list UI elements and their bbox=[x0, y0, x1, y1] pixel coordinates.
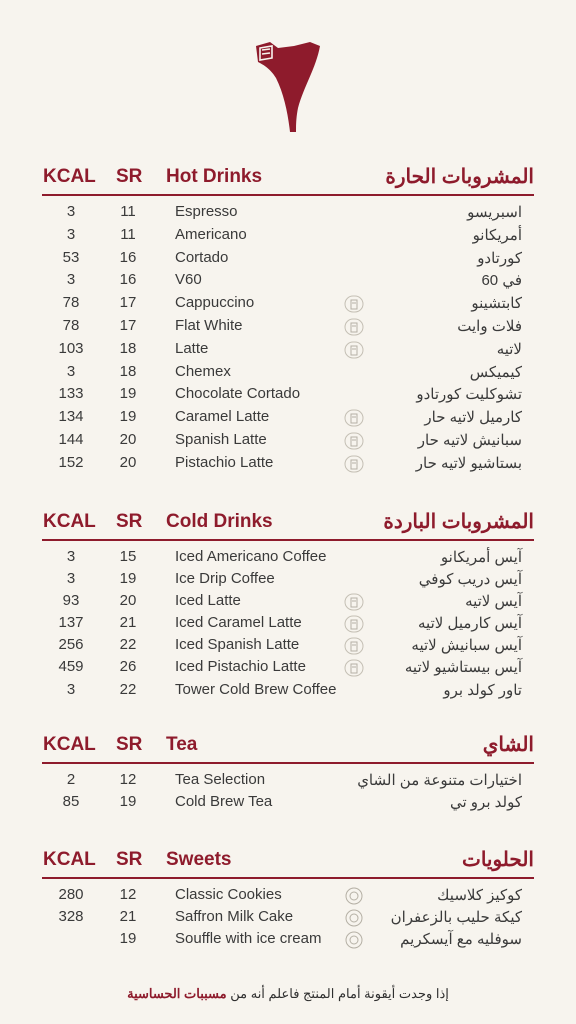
item-kcal: 3 bbox=[66, 362, 76, 380]
item-name-ar: تاور كولد برو bbox=[443, 681, 522, 699]
section-title-en: Tea bbox=[166, 734, 198, 755]
item-name-en: Classic Cookies bbox=[175, 886, 282, 903]
menu-item bbox=[0, 886, 576, 908]
item-name-ar: آيس بيستاشيو لاتيه bbox=[404, 659, 522, 677]
milk-allergen-icon bbox=[344, 659, 364, 677]
allergen-note-text: إذا وجدت أيقونة أمام المنتج فاعلم أنه من bbox=[230, 986, 449, 1001]
item-price: 26 bbox=[119, 658, 137, 676]
menu-item bbox=[0, 614, 576, 636]
section-divider bbox=[42, 539, 534, 541]
item-price: 19 bbox=[119, 408, 137, 426]
item-kcal: 3 bbox=[66, 225, 76, 243]
item-name-en: Tea Selection bbox=[175, 771, 266, 788]
item-name-ar: سوفليه مع آيسكريم bbox=[400, 931, 522, 949]
section-title-ar: الحلويات bbox=[461, 849, 534, 871]
item-name-ar: كيميكس bbox=[469, 363, 522, 381]
item-name-en: Iced Caramel Latte bbox=[175, 614, 302, 632]
item-name-ar: آيس كارميل لاتيه bbox=[418, 615, 522, 633]
item-name-en: Chemex bbox=[175, 362, 231, 380]
item-kcal: 93 bbox=[62, 592, 80, 610]
item-price: 21 bbox=[119, 614, 137, 632]
item-name-en: Iced Pistachio Latte bbox=[175, 658, 306, 676]
item-name-en: Spanish Latte bbox=[175, 430, 267, 448]
item-price: 22 bbox=[119, 680, 137, 698]
menu-item bbox=[0, 226, 576, 249]
menu-item bbox=[0, 408, 576, 431]
price-column-header: SR bbox=[116, 849, 143, 870]
menu-items-list bbox=[0, 771, 576, 815]
milk-allergen-icon bbox=[344, 432, 364, 450]
item-name-en: Saffron Milk Cake bbox=[175, 908, 294, 926]
item-name-ar: لاتيه bbox=[496, 340, 522, 358]
cookie-allergen-icon bbox=[344, 887, 364, 905]
section-title-ar: الشاي bbox=[482, 734, 534, 756]
milk-allergen-icon bbox=[344, 455, 364, 473]
price-column-header: SR bbox=[116, 734, 143, 755]
milk-allergen-icon bbox=[344, 615, 364, 633]
menu-item bbox=[0, 340, 576, 363]
item-price: 17 bbox=[119, 294, 137, 312]
item-price: 19 bbox=[119, 570, 137, 588]
item-name-ar: آيس دريب كوفي bbox=[418, 571, 522, 589]
item-name-en: Cappuccino bbox=[175, 294, 255, 312]
item-price: 20 bbox=[119, 430, 137, 448]
menu-item bbox=[0, 570, 576, 592]
item-name-ar: آيس سبانيش لاتيه bbox=[411, 637, 522, 655]
menu-item bbox=[0, 317, 576, 340]
item-kcal: 2 bbox=[66, 771, 76, 788]
item-price: 12 bbox=[119, 771, 137, 788]
milk-allergen-icon bbox=[344, 593, 364, 611]
item-price: 18 bbox=[119, 362, 137, 380]
item-kcal: 3 bbox=[66, 680, 76, 698]
menu-item bbox=[0, 548, 576, 570]
item-name-ar: تشوكليت كورتادو bbox=[416, 386, 522, 404]
item-kcal: 78 bbox=[62, 316, 80, 334]
kcal-column-header: KCAL bbox=[43, 511, 96, 532]
item-name-en: Cortado bbox=[175, 248, 229, 266]
item-kcal: 133 bbox=[58, 385, 84, 403]
item-name-ar: آيس لاتيه bbox=[465, 593, 522, 611]
item-price: 21 bbox=[119, 908, 137, 926]
menu-item bbox=[0, 271, 576, 294]
milk-allergen-icon bbox=[344, 409, 364, 427]
item-kcal: 3 bbox=[66, 271, 76, 289]
item-kcal: 103 bbox=[58, 339, 84, 357]
item-name-ar: كارميل لاتيه حار bbox=[424, 409, 522, 427]
item-name-en: Latte bbox=[175, 339, 209, 357]
item-name-ar: بستاشيو لاتيه حار bbox=[415, 454, 522, 472]
menu-item bbox=[0, 908, 576, 930]
menu-item bbox=[0, 431, 576, 454]
item-price: 17 bbox=[119, 316, 137, 334]
item-name-en: Flat White bbox=[175, 316, 243, 334]
menu-items-list bbox=[0, 886, 576, 952]
menu-item bbox=[0, 203, 576, 226]
item-name-en: Iced Spanish Latte bbox=[175, 636, 300, 654]
allergen-note-highlight: مسببات الحساسية bbox=[127, 986, 227, 1001]
item-name-en: Caramel Latte bbox=[175, 408, 270, 426]
item-kcal: 53 bbox=[62, 248, 80, 266]
item-name-en: Cold Brew Tea bbox=[175, 793, 273, 811]
menu-item bbox=[0, 793, 576, 815]
item-kcal: 459 bbox=[58, 658, 84, 676]
section-header bbox=[0, 162, 576, 192]
item-name-ar: في 60 bbox=[481, 272, 522, 290]
item-name-ar: اسبريسو bbox=[467, 204, 522, 221]
section-title-ar: المشروبات الحارة bbox=[385, 166, 534, 188]
item-name-ar: كيكة حليب بالزعفران bbox=[390, 909, 522, 927]
section-divider bbox=[42, 762, 534, 764]
item-name-ar: اختيارات متنوعة من الشاي bbox=[357, 772, 522, 789]
section-header bbox=[0, 845, 576, 875]
item-price: 16 bbox=[119, 271, 137, 289]
item-price: 16 bbox=[119, 248, 137, 266]
menu-item bbox=[0, 771, 576, 793]
item-name-en: V60 bbox=[175, 271, 202, 289]
seven-logo-icon bbox=[250, 38, 326, 134]
allergen-note bbox=[0, 986, 576, 1002]
section-title-en: Sweets bbox=[166, 849, 232, 870]
section-divider bbox=[42, 194, 534, 196]
section-title-ar: المشروبات الباردة bbox=[383, 511, 534, 533]
item-kcal: 3 bbox=[66, 203, 76, 220]
item-price: 22 bbox=[119, 636, 137, 654]
section-divider bbox=[42, 877, 534, 879]
item-name-ar: كوكيز كلاسيك bbox=[437, 887, 522, 904]
milk-allergen-icon bbox=[344, 341, 364, 359]
item-name-en: Americano bbox=[175, 225, 247, 243]
item-name-en: Pistachio Latte bbox=[175, 453, 274, 471]
item-name-en: Ice Drip Coffee bbox=[175, 570, 275, 588]
kcal-column-header: KCAL bbox=[43, 849, 96, 870]
item-name-ar: كولد برو تي bbox=[449, 794, 522, 812]
item-name-en: Tower Cold Brew Coffee bbox=[175, 680, 337, 698]
menu-item bbox=[0, 454, 576, 477]
menu-item bbox=[0, 658, 576, 680]
item-kcal: 3 bbox=[66, 570, 76, 588]
menu-item bbox=[0, 294, 576, 317]
cookie-allergen-icon bbox=[344, 931, 364, 949]
item-price: 19 bbox=[119, 930, 137, 948]
item-name-en: Iced Americano Coffee bbox=[175, 548, 327, 565]
menu-item bbox=[0, 385, 576, 408]
kcal-column-header: KCAL bbox=[43, 166, 96, 187]
menu-item bbox=[0, 636, 576, 658]
item-kcal: 328 bbox=[58, 908, 84, 926]
menu-item bbox=[0, 363, 576, 386]
milk-allergen-icon bbox=[344, 318, 364, 336]
price-column-header: SR bbox=[116, 166, 143, 187]
item-price: 15 bbox=[119, 548, 137, 565]
item-price: 11 bbox=[120, 225, 136, 243]
item-name-en: Espresso bbox=[175, 203, 238, 220]
item-kcal: 137 bbox=[58, 614, 84, 632]
item-kcal: 256 bbox=[58, 636, 84, 654]
item-kcal: 3 bbox=[66, 548, 76, 565]
section-header bbox=[0, 730, 576, 760]
item-kcal: 144 bbox=[58, 430, 84, 448]
item-price: 19 bbox=[119, 793, 137, 811]
item-price: 20 bbox=[119, 592, 137, 610]
item-kcal: 134 bbox=[58, 408, 84, 426]
kcal-column-header: KCAL bbox=[43, 734, 96, 755]
item-kcal: 78 bbox=[62, 294, 80, 312]
item-name-en: Chocolate Cortado bbox=[175, 385, 301, 403]
menu-item bbox=[0, 592, 576, 614]
price-column-header: SR bbox=[116, 511, 143, 532]
item-name-ar: فلات وايت bbox=[457, 317, 522, 335]
section-header bbox=[0, 507, 576, 537]
section-title-en: Hot Drinks bbox=[166, 166, 263, 187]
section-title-en: Cold Drinks bbox=[166, 511, 273, 532]
item-price: 20 bbox=[119, 453, 137, 471]
milk-allergen-icon bbox=[344, 637, 364, 655]
item-name-ar: سبانيش لاتيه حار bbox=[417, 431, 522, 449]
menu-item bbox=[0, 249, 576, 272]
item-name-en: Iced Latte bbox=[175, 592, 241, 610]
menu-item bbox=[0, 681, 576, 703]
item-price: 19 bbox=[119, 385, 137, 403]
item-name-ar: أمريكانو bbox=[472, 226, 522, 244]
item-kcal: 85 bbox=[62, 793, 80, 811]
item-name-ar: كابتشينو bbox=[471, 295, 522, 313]
item-name-ar: آيس أمريكانو bbox=[440, 549, 522, 566]
item-kcal: 280 bbox=[58, 886, 84, 903]
menu-items-list bbox=[0, 203, 576, 477]
milk-allergen-icon bbox=[344, 295, 364, 313]
menu-item bbox=[0, 930, 576, 952]
item-price: 11 bbox=[120, 203, 136, 220]
item-name-ar: كورتادو bbox=[477, 249, 522, 267]
menu-items-list bbox=[0, 548, 576, 703]
item-kcal: 152 bbox=[58, 453, 84, 471]
item-price: 12 bbox=[119, 886, 137, 903]
item-name-en: Souffle with ice cream bbox=[175, 930, 322, 948]
cookie-allergen-icon bbox=[344, 909, 364, 927]
item-price: 18 bbox=[119, 339, 137, 357]
